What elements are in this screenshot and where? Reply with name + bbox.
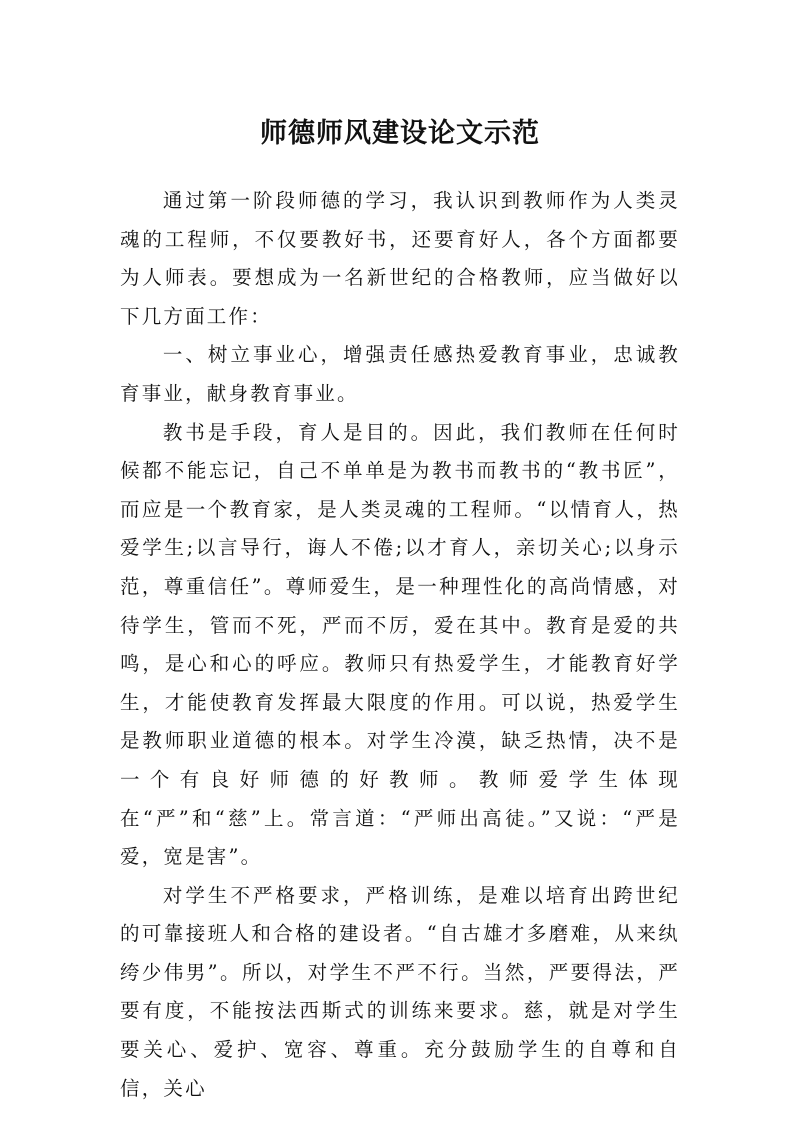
document-title: 师德师风建设论文示范 [260,118,540,150]
document-body [120,182,680,1108]
body-paragraph-teaching: 教书是手段，育人是目的。因此，我们教师在任何时候都不能忘记，自己不单单是为教书而教书的“教书匠”，而应是一个教育家，是人类灵魂的工程师。“以情育人，热爱学生;以言导行，诲人不倦;以才育人，亲切关心;以身示范，尊重信任”。尊师爱生，是一种理性化的高尚情感，对待学生，管而不死，严而不厉，爱在其中。教育是爱的共鸣，是心和心的呼应。教师只有热爱学生，才能教育好学生，才能使教育发挥最大限度的作用。可以说，热爱学生是教师职业道德的根本。对学生冷漠，缺乏热情，决不是一个有良好师德的好教师。教师爱学生体现在“严”和“慈”上。常言道：“严师出高徒。”又说：“严是爱，宽是害”。 [120,420,680,869]
body-paragraph-section-heading: 一、树立事业心，增强责任感热爱教育事业，忠诚教育事业，献身教育事业。 [120,343,680,405]
body-paragraph-intro: 通过第一阶段师德的学习，我认识到教师作为人类灵魂的工程师，不仅要教好书，还要育好人，各个方面都要为人师表。要想成为一名新世纪的合格教师，应当做好以下几方面工作： [120,189,680,328]
body-paragraph-strict-requirements: 对学生不严格要求，严格训练，是难以培育出跨世纪的可靠接班人和合格的建设者。“自古雄才多磨难，从来纨绔少伟男”。所以，对学生不严不行。当然，严要得法，严要有度，不能按法西斯式的训练来要求。慈，就是对学生要关心、爱护、宽容、尊重。充分鼓励学生的自尊和自信，关心 [120,883,680,1100]
